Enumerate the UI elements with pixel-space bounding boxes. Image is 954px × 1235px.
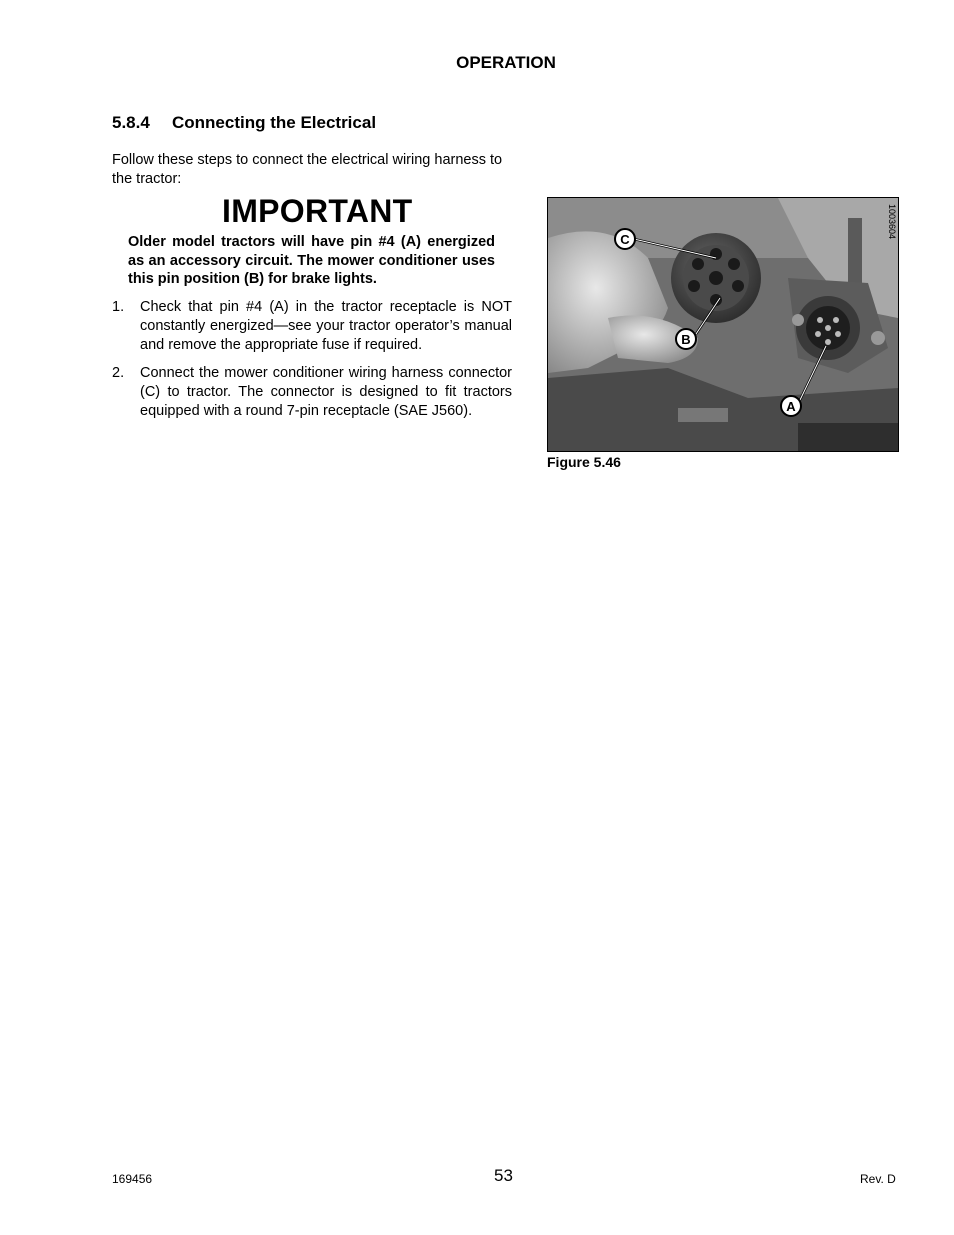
document-number: 169456 (112, 1172, 153, 1186)
callout-c (615, 229, 635, 249)
intro-paragraph: Follow these steps to connect the electrical wiring harness to the tractor: (112, 152, 503, 187)
image-id-label: 1003604 (887, 204, 897, 240)
figure-photo (547, 197, 899, 452)
step-text: Connect the mower conditioner wiring harness connector (C) to tractor. The connector is designed to fit tractors equipped with a round 7-pin receptacle (SAE J560). (140, 365, 512, 419)
step-number: 2. (112, 365, 125, 381)
running-header: OPERATION (456, 53, 556, 72)
callout-a (781, 396, 801, 416)
svg-text:B: B (681, 332, 691, 347)
svg-text:C: C (620, 232, 630, 247)
step-number: 1. (112, 299, 125, 315)
revision-label: Rev. D (860, 1172, 896, 1186)
step-text: Check that pin #4 (A) in the tractor receptacle is NOT constantly energized—see your tractor operator’s manual and remove the appropriate fuse if required. (140, 299, 512, 353)
important-text: Older model tractors will have pin #4 (A) energized as an accessory circuit. The mower conditioner uses this pin position (B) for brake lights. (128, 234, 495, 287)
svg-text:A: A (786, 399, 796, 414)
section-heading (112, 113, 376, 133)
step-1 (112, 298, 512, 355)
section-number: 5.8.4 (112, 113, 150, 132)
important-heading: IMPORTANT (222, 193, 413, 229)
page-number: 53 (494, 1166, 513, 1185)
figure-caption: Figure 5.46 (547, 454, 621, 470)
step-2 (112, 364, 512, 421)
connector-photo-illustration (548, 198, 898, 451)
section-title: Connecting the Electrical (172, 113, 377, 132)
callout-b (676, 329, 696, 349)
